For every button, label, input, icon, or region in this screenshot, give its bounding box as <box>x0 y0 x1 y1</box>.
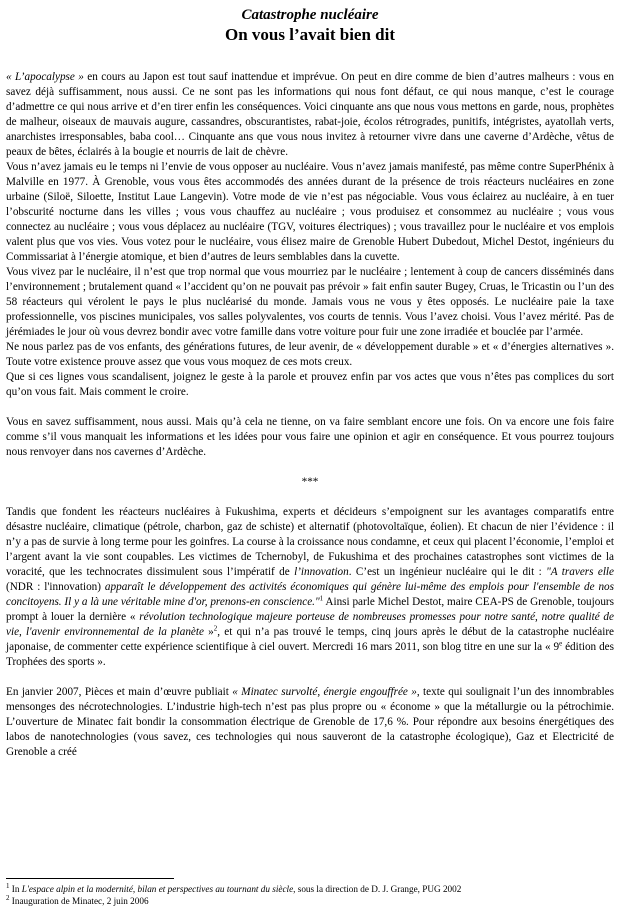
p7-text-h: Ainsi parle Michel Destot, maire CEA-PS de Grenoble, toujours prompt à louer la dernière « <box>6 596 615 623</box>
footnote-1 <box>6 883 614 895</box>
p7-text-c: . C’est un ingénieur nucléaire qui le dit : <box>348 566 547 578</box>
footnote-1-text-c: , sous la direction de D. J. Grange, PUG 2002 <box>293 884 462 894</box>
paragraph-1 <box>6 70 614 160</box>
p7-revolution-quote: révolution technologique majeure porteuse de nombreuses promesses pour notre santé, notre qualité de vie, l'avenir environnemental de la planète <box>6 611 614 638</box>
paragraph-3: Vous vivez par le nucléaire, il n’est que trop normal que vous mourriez par le nucléaire ; lentement à coup de cancers disséminés dans l’environnement ; brutalement quand « l’accident qu’on ne pouvait pas prévoir » fait enfin sauter Bugey, Cruas, le Tricastin ou l’un des 58 réacteurs qui vérolent le pays le plus nucléarisé du monde. Jamais vous ne vous y êtes opposés. Le nucléaire paie la taxe professionnelle, vos piscines municipales, vos salles polyvalentes, vos courts de tennis. Vous l’avez choisi. Vous l’avez mérité. Pas de jérémiades le jour où vous devrez bondir avec votre famille dans votre voiture pour fuir une zone irradiée et bouclée par l’armée. <box>6 266 614 338</box>
document-title: On vous l’avait bien dit <box>224 25 396 44</box>
footnote-1-text-a: In <box>9 884 22 894</box>
article-body <box>6 70 614 760</box>
footnote-2 <box>6 895 614 907</box>
p7-text-j: » <box>203 626 214 638</box>
footnote-ref-1: 1 <box>319 594 324 603</box>
p7-quote: apparaît le développement des activités économiques qui génère lui-même des emplois pour l'ensemble de nos concitoyens. Il y a là une véritable mine d'or, prenons-en conscience." <box>6 581 614 608</box>
paragraph-1-text: en cours au Japon est tout sauf inattendue et imprévue. On peut en dire comme de bien d’autres malheurs : vous en savez déjà suffisamment, nous aussi. Ce ne sont pas les informations qui nous font défaut, ce qui nous manque, c’est le courage d’admettre ce qui nous arrive et d’en tirer enfin les conséquences. Voici cinquante ans que nous vous mettons en garde, nous, prophètes de malheur, oiseaux de mauvais augure, cassandres, obscurantistes, rabat-joie, écolos rétrogrades, punitifs, intégristes, ayatollah verts, anarchistes irresponsables, baba cool… Cinquante ans que vous nous invitez à retourner vivre dans une caverne d’Ardèche, vêtus de peaux de bêtes, éclairés à la bougie et nourris de lait de chèvre. <box>6 71 614 158</box>
footnote-2-text: Inauguration de Minatec, 2 juin 2006 <box>9 896 149 906</box>
spacer <box>6 670 614 685</box>
paragraph-7 <box>6 505 614 670</box>
paragraph-6: Vous en savez suffisamment, nous aussi. Mais qu’à cela ne tienne, on va faire semblant encore une fois. On va encore une fois faire comme s’il vous manquait les informations et les idées pour vous faire une opinion et agir en conséquence. Et vous pourrez toujours nous renvoyer dans nos cavernes d’Ardèche. <box>6 416 614 458</box>
footnote-1-book-title: L'espace alpin et la modernité, bilan et perspectives au tournant du siècle <box>21 884 294 894</box>
p7-text-l: , et qui n’a pas trouvé le temps, cinq jours après le début de la catastrophe nucléaire japonaise, de commenter cette expérience scientifique à ciel ouvert. Mercredi 16 mars 2011, son blog titre en une sur la « 9 <box>6 626 615 653</box>
spacer <box>6 460 614 475</box>
p7-quote-start: "A travers elle <box>546 566 614 578</box>
paragraph-4: Ne nous parlez pas de vos enfants, des générations futures, de leur avenir, de « développement durable » et « d’énergies alternatives ». Toute votre existence prouve assez que vous vous moquez de ces mots creux. <box>6 341 614 368</box>
p7-text-n: édition des Trophées des sports ». <box>6 641 614 668</box>
footnote-2-number: 2 <box>6 893 10 902</box>
spacer <box>6 490 614 505</box>
footnote-divider <box>6 878 174 879</box>
footnotes <box>6 883 614 907</box>
ordinal-suffix: e <box>559 639 563 648</box>
p8-minatec-title: « Minatec survolté, énergie engouffrée » <box>232 686 417 698</box>
p7-ndr: (NDR : l'innovation) <box>6 581 105 593</box>
spacer <box>6 400 614 415</box>
paragraph-2: Vous n’avez jamais eu le temps ni l’envie de vous opposer au nucléaire. Vous n’avez jamais manifesté, pas même contre SuperPhénix à Malville en 1977. À Grenoble, vous vous êtes accommodés des années durant de la présence de trois réacteurs nucléaires en zone urbaine (Siloë, Siloette, Institut Laue Langevin). Votre mode de vie n’est pas négociable. Vous vous éclairez au nucléaire, à en tuer l’obscurité nocturne dans les villes ; vous vous chauffez au nucléaire ; vous produisez et consommez au nucléaire ; vous vous connectez au nucléaire ; vous vous déplacez au nucléaire (TGV, voitures électriques) ; vous travaillez pour le nucléaire et vos emplois valent plus que vos vies. Vous votez pour le nucléaire, vous élisez maire de Grenoble Hubert Dubedout, Michel Destot, ingénieurs du Commissariat à l’énergie atomique, et bien d’autres de leurs semblables dans la cuvette. <box>6 161 614 263</box>
footnote-ref-2: 2 <box>213 624 218 633</box>
p8-text-a: En janvier 2007, Pièces et main d’œuvre publiait <box>6 686 233 698</box>
section-separator: *** <box>301 476 319 488</box>
p8-text-c: , texte qui soulignait l’un des innombrables mensonges des nécrotechnologies. L’industrie high-tech n’est pas plus propre ou « économe » que la métallurgie ou la pétrochimie. L’ouverture de Minatec fait bondir la consommation électrique de Grenoble de 17,6 %. Pour répondre aux besoins énergétiques des labos de nanotechnologies (vous savez, ces technologies qui nous sauveront de la catastrophe écologique), Gaz et Electricité de Grenoble a créé <box>6 686 615 758</box>
paragraph-5: Que si ces lignes vous scandalisent, joignez le geste à la parole et prouvez enfin par vos actes que vous n’êtes pas complices du sort qu’on vous fait. Mais comment le croire. <box>6 371 614 398</box>
apocalypse-quote: « L’apocalypse » <box>6 71 84 83</box>
paragraph-8 <box>6 685 614 760</box>
document-kicker: Catastrophe nucléaire <box>241 7 379 23</box>
p7-innovation: l’innovation <box>294 566 349 578</box>
p7-text-a: Tandis que fondent les réacteurs nucléaires à Fukushima, experts et décideurs s’empoignent sur les avantages comparatifs entre désastre nucléaire, climatique (pétrole, charbon, gaz de schiste) et alternatif (photovoltaïque, éolien). Et chacun de nier l’évidence : il n’y a pas de survie à long terme pour les goinfres. La course à la croissance nous condamne, et ceux qui placent l’économie, l’emploi et l’argent avant la vie sont coupables. Les victimes de Tchernobyl, de Fukushima et des prochaines catastrophes sont victimes de la voracité, que les technocrates dissimulent sous l’impératif de <box>6 506 614 578</box>
footnote-1-number: 1 <box>6 881 10 890</box>
